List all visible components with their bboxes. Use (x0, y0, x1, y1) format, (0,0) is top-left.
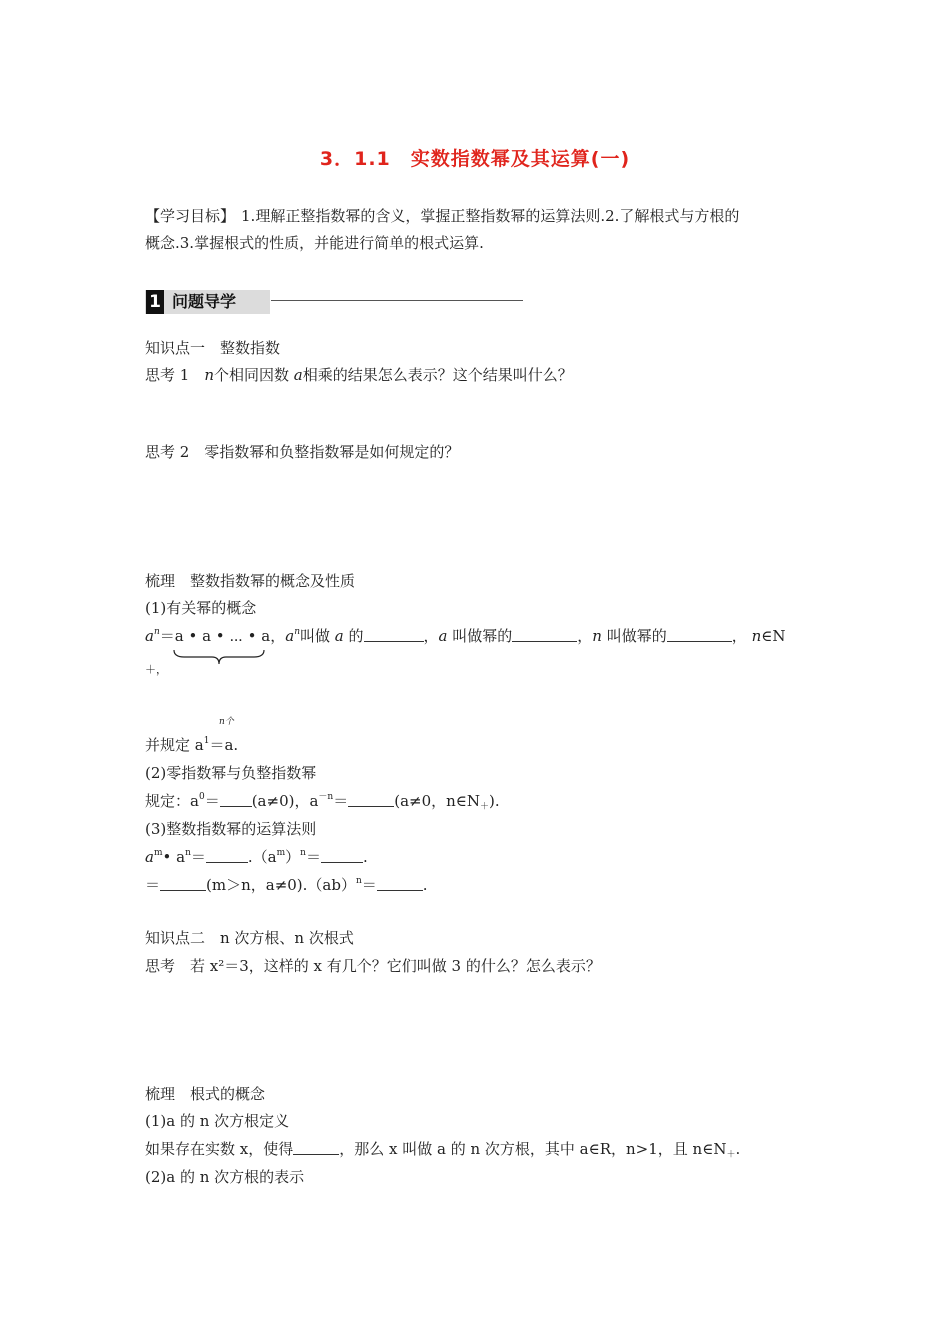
pl-n4: n (751, 627, 762, 645)
pl-comma2: ， (577, 627, 593, 645)
i3-close: ） (285, 848, 301, 866)
power-line-continuation: ＋， (145, 663, 167, 676)
pl-a2: a (285, 627, 295, 645)
item-2: (2)零指数幂与负整指数幂 (145, 764, 317, 782)
knowledge-point-2: 知识点二 n 次方根、n 次根式 (145, 929, 354, 947)
blank-zero-power[interactable] (220, 792, 252, 807)
i3-sn2: n (300, 848, 306, 858)
pl-t2: 的 (348, 627, 364, 645)
blank-quotient-rule[interactable] (160, 876, 206, 891)
i2-prefix: 规定：a (145, 792, 199, 810)
item-2-rule (145, 791, 500, 811)
pl-eq: ＝a • a • ⋯ • a， (159, 627, 286, 645)
root-2: (2)a 的 n 次方根的表示 (145, 1168, 305, 1186)
knowledge-point-1: 知识点一 整数指数 (145, 339, 281, 357)
pl-nin: ∈N (761, 627, 786, 645)
i3b-end: . (422, 876, 428, 894)
blank-root-condition[interactable] (293, 1140, 339, 1155)
objectives-label: 【学习目标】 (145, 207, 236, 225)
brace-label: n个 (219, 717, 234, 727)
think-1 (145, 365, 573, 385)
think-1-a: a (293, 366, 303, 384)
i3b-cond: (m＞n，a≠0).（ab） (206, 876, 356, 894)
i3-end: . (362, 848, 368, 866)
think-1-mid: 个相同因数 (213, 366, 294, 384)
i3-sm: m (153, 848, 163, 858)
i3-sm2: m (276, 848, 286, 858)
rule-a1-tail: ＝a. (209, 736, 239, 754)
blank-product-rule[interactable] (206, 848, 248, 863)
pl-t4: 叫做幂的 (606, 627, 667, 645)
section-title: 问题导学 (172, 292, 237, 311)
i2-supneg: －n (318, 792, 334, 802)
i3b-sn: n (355, 876, 362, 886)
root-1-definition (145, 1139, 740, 1159)
i2-cond1: (a≠0)，a (251, 792, 319, 810)
objectives-line-1 (145, 206, 739, 226)
think-2: 思考 2 零指数幂和负整指数幂是如何规定的？ (145, 443, 460, 461)
power-definition-line (145, 626, 785, 646)
item-3-line-2 (145, 875, 428, 895)
i3-sn: n (185, 848, 191, 858)
blank-base[interactable] (364, 627, 424, 642)
i2-sup0: 0 (198, 792, 205, 802)
pl-n2: n (294, 627, 300, 637)
r1-p1: 如果存在实数 x，使得 (145, 1140, 294, 1158)
pl-t1: 叫做 (299, 627, 335, 645)
objectives-text-1: 1.理解正整指数幂的含义，掌握正整指数幂的运算法则.2.了解根式与方根的 (241, 207, 740, 225)
pl-a4: a (438, 627, 448, 645)
pl-n3: n (592, 627, 602, 645)
item-1: (1)有关幂的概念 (145, 599, 257, 617)
underbrace-icon (172, 648, 267, 666)
i2-eq: ＝ (204, 792, 220, 810)
blank-product-power-rule[interactable] (377, 876, 423, 891)
objectives-line-2: 概念.3.掌握根式的性质，并能进行简单的根式运算. (145, 234, 484, 252)
item-3: (3)整数指数幂的运算法则 (145, 820, 317, 838)
i2-cond2: (a≠0，n∈N (394, 792, 481, 810)
i3b-eq: ＝ (145, 876, 161, 894)
blank-exponent[interactable] (667, 627, 732, 642)
review-2-heading: 梳理 根式的概念 (145, 1085, 266, 1103)
i2-sub: ＋ (480, 802, 490, 812)
page-title: 3．1.1 实数指数幂及其运算(一) (319, 148, 631, 170)
section-divider (271, 300, 523, 301)
i3-a: a (145, 848, 154, 866)
r1-p2: ，那么 x 叫做 a 的 n 次方根，其中 a∈R，n>1，且 n∈N (339, 1140, 727, 1158)
rule-a1 (145, 735, 238, 755)
rule-a1-text: 并规定 a (145, 736, 204, 754)
pl-t3: 叫做幂的 (452, 627, 513, 645)
pl-a: a (145, 627, 154, 645)
section-number: 1 (146, 290, 164, 314)
i2-end: ). (489, 792, 500, 810)
rule-a1-sup: 1 (203, 736, 210, 746)
pl-comma1: ， (423, 627, 439, 645)
blank-power-rule[interactable] (321, 848, 363, 863)
r1-sub: ＋ (726, 1150, 736, 1160)
i3-eq: ＝ (190, 848, 206, 866)
i3b-eq2: ＝ (361, 876, 377, 894)
r1-end: . (735, 1140, 741, 1158)
pl-a3: a (334, 627, 344, 645)
blank-power-base[interactable] (512, 627, 577, 642)
root-1: (1)a 的 n 次方根定义 (145, 1112, 290, 1130)
think-1-prefix: 思考 1 (145, 366, 205, 384)
i3-eq2: ＝ (305, 848, 321, 866)
think-1-n: n (204, 366, 214, 384)
pl-n: n (153, 627, 160, 637)
item-3-line-1 (145, 847, 368, 867)
pl-comma3: ， (731, 627, 747, 645)
i2-eq2: ＝ (333, 792, 349, 810)
i3-dot: • a (162, 848, 186, 866)
blank-negative-power[interactable] (348, 792, 394, 807)
think-1-rest: 相乘的结果怎么表示？这个结果叫什么？ (302, 366, 573, 384)
i3-dot2: .（a (247, 848, 277, 866)
review-1-heading: 梳理 整数指数幂的概念及性质 (145, 572, 356, 590)
think-3: 思考 若 x²＝3，这样的 x 有几个？它们叫做 3 的什么？怎么表示？ (145, 957, 601, 975)
